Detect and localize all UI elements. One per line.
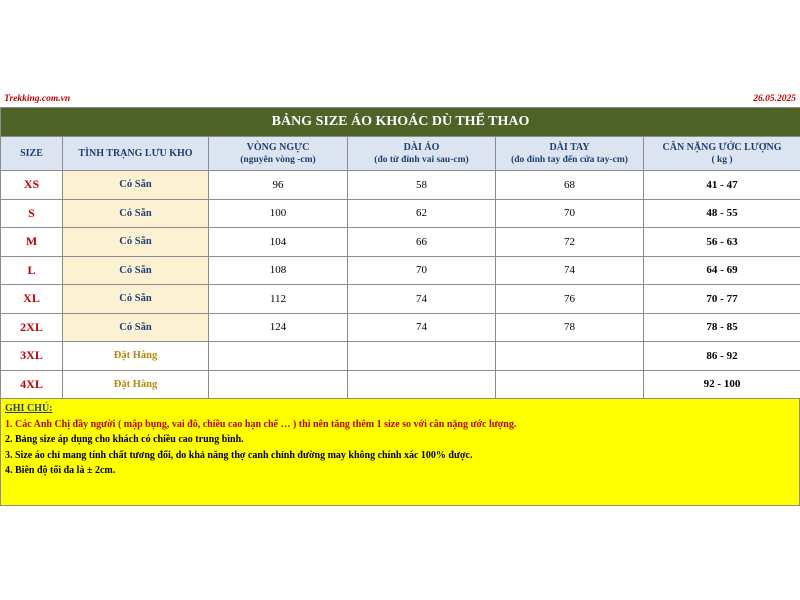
stock-cell: Có Sẵn [63,256,209,285]
table-row [1,199,800,228]
chest-cell: 96 [209,171,348,200]
header-chest-label: VÒNG NGỰC [246,141,310,153]
header-weight-label: CÂN NẶNG ƯỚC LƯỢNG [662,141,782,153]
length-cell: 66 [348,228,496,257]
table-row [1,342,800,371]
header-weight [644,137,800,171]
chest-cell [209,342,348,371]
table-row [1,171,800,200]
length-cell: 58 [348,171,496,200]
size-cell: 4XL [1,370,63,399]
chest-cell: 124 [209,313,348,342]
size-table [0,107,800,399]
header-sleeve-sub: (đo đỉnh tay đến cửa tay-cm) [511,154,628,165]
header-chest-sub: (nguyên vòng -cm) [240,154,316,165]
sleeve-cell [496,370,644,399]
sleeve-cell: 76 [496,285,644,314]
size-cell: 3XL [1,342,63,371]
top-bar [0,93,800,107]
stock-cell: Có Sẵn [63,199,209,228]
stock-cell: Đặt Hàng [63,342,209,371]
header-length [348,137,496,171]
chest-cell: 112 [209,285,348,314]
length-cell: 74 [348,313,496,342]
chest-cell: 108 [209,256,348,285]
size-cell: 2XL [1,313,63,342]
length-cell: 70 [348,256,496,285]
note-item: 4. Biên độ tối đa là ± 2cm. [5,465,116,476]
table-row [1,256,800,285]
note-item: 1. Các Anh Chị đầy người ( mập bụng, vai đô, chiều cao hạn chế … ) thì nên tăng thêm 1 size so với cân nặng ước lượng. [5,418,517,430]
table-row [1,285,800,314]
size-chart-sheet [0,93,800,506]
header-size: SIZE [1,137,63,171]
note-item: 2. Bảng size áp dụng cho khách có chiều cao trung bình. [5,434,244,445]
chest-cell: 100 [209,199,348,228]
notes-heading: GHI CHÚ: [5,403,53,414]
weight-cell: 56 - 63 [644,228,800,257]
site-name: Trekking.com.vn [4,94,71,104]
table-title: BẢNG SIZE ÁO KHOÁC DÙ THỂ THAO [1,108,800,137]
sleeve-cell: 78 [496,313,644,342]
note-item: 3. Size áo chỉ mang tính chất tương đối, do khả năng thợ canh chỉnh đường may không chính xác 100% được. [5,449,473,461]
chest-cell [209,370,348,399]
weight-cell: 70 - 77 [644,285,800,314]
table-row [1,370,800,399]
weight-cell: 92 - 100 [644,370,800,399]
stock-cell: Có Sẵn [63,313,209,342]
weight-cell: 41 - 47 [644,171,800,200]
sleeve-cell: 68 [496,171,644,200]
header-stock: TÌNH TRẠNG LƯU KHO [63,137,209,171]
header-sleeve-label: DÀI TAY [549,141,590,153]
header-row [1,137,800,171]
chart-date: 26.05.2025 [753,94,796,104]
stock-cell: Có Sẵn [63,228,209,257]
stock-cell: Có Sẵn [63,285,209,314]
length-cell: 62 [348,199,496,228]
header-chest [209,137,348,171]
sleeve-cell: 74 [496,256,644,285]
weight-cell: 48 - 55 [644,199,800,228]
size-cell: XL [1,285,63,314]
stock-cell: Đặt Hàng [63,370,209,399]
chest-cell: 104 [209,228,348,257]
header-sleeve [496,137,644,171]
table-row [1,313,800,342]
notes-box [0,399,800,506]
size-cell: M [1,228,63,257]
size-cell: XS [1,171,63,200]
sleeve-cell: 70 [496,199,644,228]
sleeve-cell [496,342,644,371]
header-length-label: DÀI ÁO [403,141,440,153]
table-row [1,228,800,257]
size-cell: L [1,256,63,285]
length-cell: 74 [348,285,496,314]
stock-cell: Có Sẵn [63,171,209,200]
weight-cell: 78 - 85 [644,313,800,342]
size-cell: S [1,199,63,228]
length-cell [348,370,496,399]
weight-cell: 64 - 69 [644,256,800,285]
sleeve-cell: 72 [496,228,644,257]
weight-cell: 86 - 92 [644,342,800,371]
header-length-sub: (đo từ đỉnh vai sau-cm) [374,154,469,165]
header-weight-sub: ( kg ) [711,154,733,165]
length-cell [348,342,496,371]
title-row [1,108,800,137]
